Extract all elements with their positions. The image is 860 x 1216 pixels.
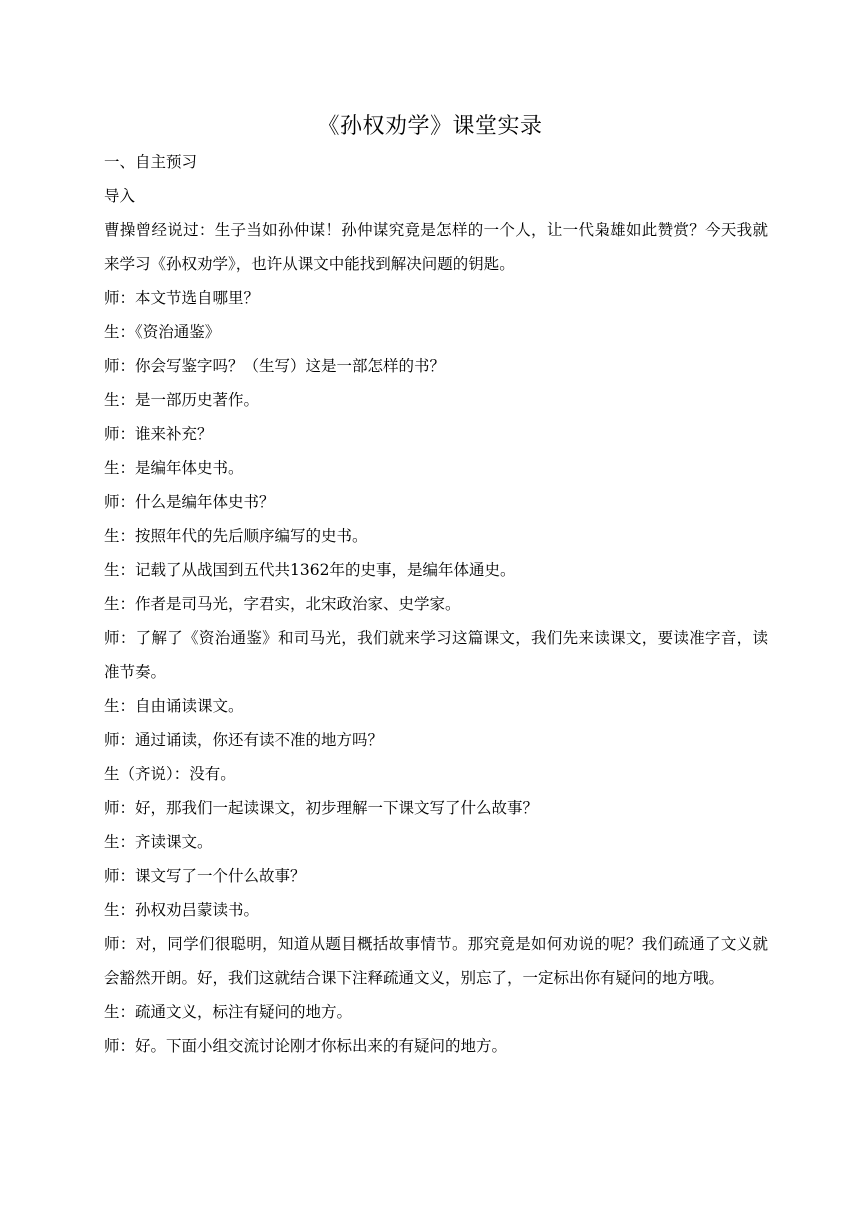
dialogue-line: 生：是一部历史著作。 xyxy=(104,391,260,409)
dialogue-line: 师：你会写鉴字吗？（生写）这是一部怎样的书？ xyxy=(104,357,446,375)
dialogue-line: 师：对，同学们很聪明，知道从题目概括故事情节。那究竟是如何劝说的呢？我们疏通了文义就会豁然开朗。好，我们这就结合课下注释疏通文义，别忘了，一定标出你有疑问的地方哦。 xyxy=(104,935,768,987)
dialogue-line: 生：齐读课文。 xyxy=(104,833,213,851)
dialogue-line: 生：《资治通鉴》 xyxy=(104,323,221,341)
dialogue-line: 师：通过诵读，你还有读不准的地方吗？ xyxy=(104,731,384,749)
paragraph: 曹操曾经说过：生子当如孙仲谋！孙仲谋究竟是怎样的一个人，让一代枭雄如此赞赏？今天我就来学习《孙权劝学》，也许从课文中能找到解决问题的钥匙。 xyxy=(104,221,768,273)
section-heading: 一、自主预习 xyxy=(104,153,198,171)
dialogue-line: 师：了解了《资治通鉴》和司马光，我们就来学习这篇课文，我们先来读课文，要读准字音，读准节奏。 xyxy=(104,629,768,681)
dialogue-line: 生：疏通文义，标注有疑问的地方。 xyxy=(104,1003,353,1021)
dialogue-line: 生：自由诵读课文。 xyxy=(104,697,244,715)
dialogue-line: 师：好。下面小组交流讨论刚才你标出来的有疑问的地方。 xyxy=(104,1037,508,1055)
dialogue-line: 师：本文节选自哪里？ xyxy=(104,289,260,307)
dialogue-line: 生：是编年体史书。 xyxy=(104,459,244,477)
dialogue-line: 生：作者是司马光，字君实，北宋政治家、史学家。 xyxy=(104,595,461,613)
dialogue-line: 师：好，那我们一起读课文，初步理解一下课文写了什么故事？ xyxy=(104,799,539,817)
dialogue-line: 师：什么是编年体史书？ xyxy=(104,493,275,511)
dialogue-line: 生：孙权劝吕蒙读书。 xyxy=(104,901,260,919)
dialogue-line: 生：按照年代的先后顺序编写的史书。 xyxy=(104,527,368,545)
document-body xyxy=(104,145,768,1063)
dialogue-line: 生（齐说）：没有。 xyxy=(104,765,236,783)
dialogue-line: 师：谁来补充？ xyxy=(104,425,213,443)
dialogue-line: 生：记载了从战国到五代共1362年的史事，是编年体通史。 xyxy=(104,561,516,579)
dialogue-line: 师：课文写了一个什么故事？ xyxy=(104,867,306,885)
document-title: 《孙权劝学》课堂实录 xyxy=(317,114,543,139)
subsection-heading: 导入 xyxy=(104,187,136,205)
